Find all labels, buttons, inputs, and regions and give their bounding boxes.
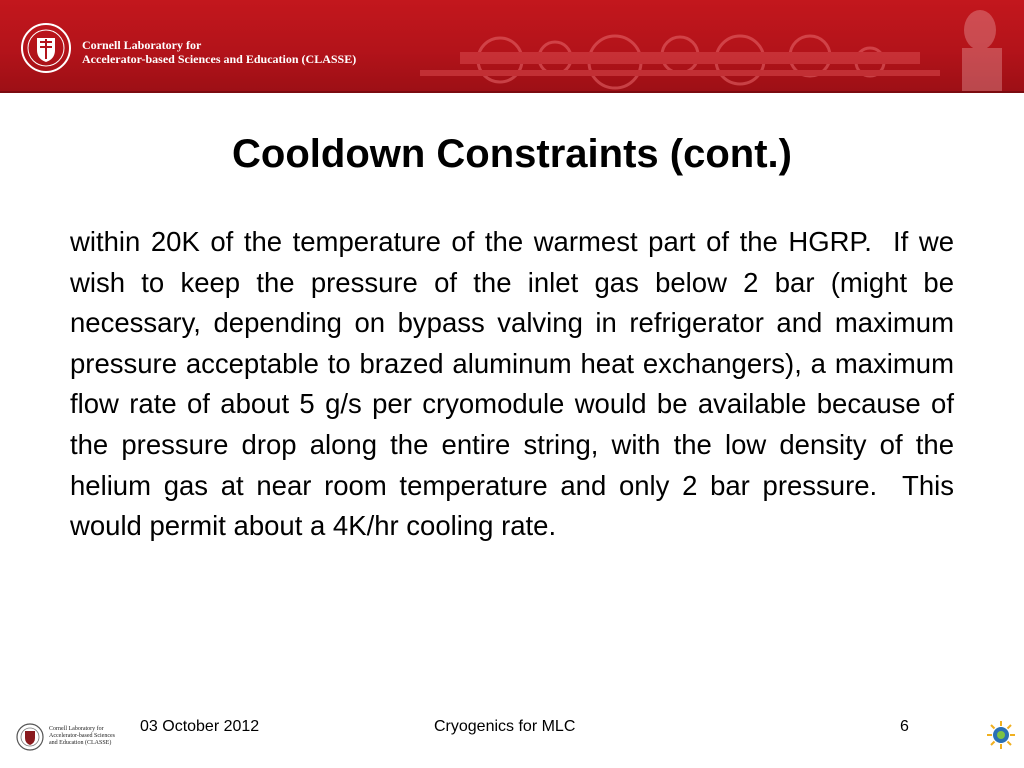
header-org-name bbox=[82, 38, 356, 66]
sunburst-emblem-icon bbox=[986, 720, 1016, 750]
footer-org-line2: Accelerator-based Sciences bbox=[49, 733, 116, 739]
footer-org-name bbox=[49, 726, 115, 747]
footer-date: 03 October 2012 bbox=[140, 718, 260, 735]
footer-presentation-title: Cryogenics for MLC bbox=[434, 718, 576, 735]
footer-org-line3: and Education (CLASSE) bbox=[49, 740, 112, 746]
accelerator-machinery-image bbox=[380, 0, 1024, 93]
cornell-seal-icon bbox=[20, 22, 72, 74]
header-divider bbox=[0, 91, 1024, 93]
footer-org-line1: Cornell Laboratory for bbox=[49, 726, 104, 732]
footer-page-number: 6 bbox=[900, 718, 909, 735]
slide-body-text: within 20K of the temperature of the warmest part of the HGRP. If we wish to keep the pressure of the inlet gas below 2 bar (might be necessary, depending on bypass valving in refrigerator and maximum pressure acceptable to brazed aluminum heat exchangers), a maximum flow rate of about 5 g/s per cryomodule would be available because of the pressure drop along the entire string, with the low density of the helium gas at near room temperature and only 2 bar pressure. This would permit about a 4K/hr cooling rate. bbox=[70, 226, 962, 542]
header-org-line2: Accelerator-based Sciences and Education (CLASSE) bbox=[82, 52, 357, 66]
header-banner bbox=[0, 0, 1024, 93]
header-org-line1: Cornell Laboratory for bbox=[82, 38, 202, 52]
cornell-seal-icon bbox=[15, 721, 45, 753]
slide-title: Cooldown Constraints (cont.) bbox=[232, 132, 792, 176]
